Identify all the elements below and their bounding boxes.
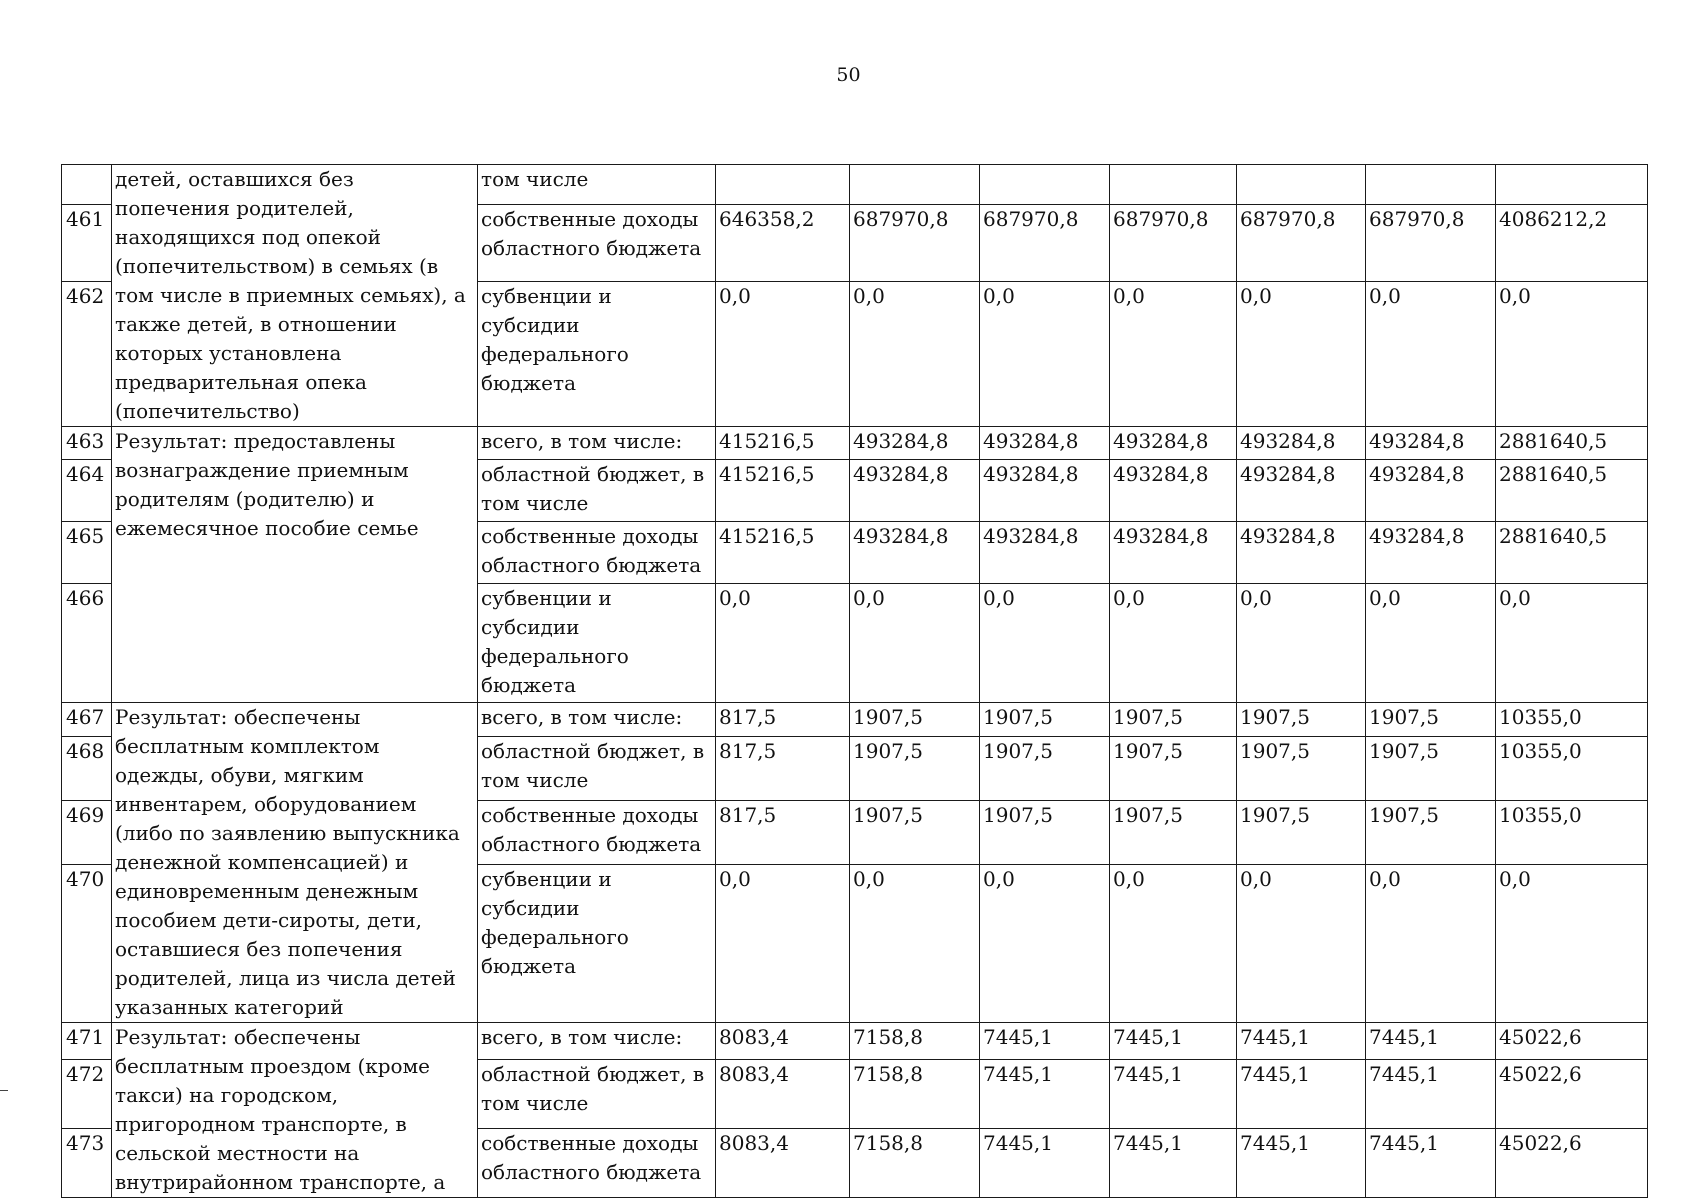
value-cell: 1907,5 — [850, 703, 980, 737]
value-cell: 1907,5 — [980, 703, 1110, 737]
value-cell: 7445,1 — [1110, 1059, 1237, 1128]
row-description: Результат: обеспечены бесплатным проездом (кроме такси) на городском, пригородном транспорте, в сельской местности на внутрирайонном транспорте, а — [112, 1023, 478, 1198]
value-cell: 493284,8 — [1366, 522, 1496, 584]
value-cell: 493284,8 — [980, 522, 1110, 584]
source-cell: субвенции и субсидии федерального бюджета — [478, 864, 716, 1022]
value-cell: 0,0 — [1237, 281, 1366, 426]
value-cell: 0,0 — [980, 864, 1110, 1022]
value-cell: 0,0 — [850, 864, 980, 1022]
value-cell: 1907,5 — [1237, 800, 1366, 864]
source-cell: собственные доходы областного бюджета — [478, 204, 716, 281]
value-cell: 7445,1 — [1110, 1023, 1237, 1060]
value-cell: 10355,0 — [1496, 736, 1648, 800]
value-cell — [1366, 165, 1496, 205]
value-cell: 45022,6 — [1496, 1023, 1648, 1060]
value-cell: 0,0 — [1496, 584, 1648, 703]
row-description: детей, оставшихся без попечения родителей, находящихся под опекой (попечительством) в семьях (в том числе в приемных семьях), а также детей, в отношении которых установлена предварительная опека (попечительство) — [112, 165, 478, 427]
source-cell: собственные доходы областного бюджета — [478, 522, 716, 584]
value-cell: 1907,5 — [1110, 703, 1237, 737]
value-cell: 493284,8 — [1366, 460, 1496, 522]
value-cell: 0,0 — [1366, 281, 1496, 426]
source-cell: всего, в том числе: — [478, 427, 716, 460]
value-cell: 1907,5 — [1366, 703, 1496, 737]
value-cell: 4086212,2 — [1496, 204, 1648, 281]
value-cell: 0,0 — [980, 281, 1110, 426]
value-cell: 0,0 — [1366, 584, 1496, 703]
value-cell: 1907,5 — [850, 736, 980, 800]
source-cell: собственные доходы областного бюджета — [478, 1128, 716, 1197]
value-cell: 687970,8 — [980, 204, 1110, 281]
value-cell: 8083,4 — [716, 1059, 850, 1128]
value-cell: 415216,5 — [716, 460, 850, 522]
value-cell: 646358,2 — [716, 204, 850, 281]
row-number: 463 — [62, 427, 112, 460]
value-cell: 0,0 — [850, 584, 980, 703]
value-cell: 0,0 — [1496, 281, 1648, 426]
row-number-cell — [62, 165, 112, 205]
value-cell: 7445,1 — [1366, 1128, 1496, 1197]
value-cell: 0,0 — [1110, 281, 1237, 426]
value-cell: 0,0 — [1237, 864, 1366, 1022]
row-description: Результат: предоставлены вознаграждение приемным родителям (родителю) и ежемесячное пособие семье — [112, 427, 478, 703]
row-description: Результат: обеспечены бесплатным комплектом одежды, обуви, мягким инвентарем, оборудованием (либо по заявлению выпускника денежной компенсацией) и единовременным денежным пособием дети-сироты, дети, оставшиеся без попечения родителей, лица из числа детей указанных категорий — [112, 703, 478, 1023]
value-cell: 0,0 — [850, 281, 980, 426]
value-cell: 493284,8 — [850, 522, 980, 584]
value-cell: 45022,6 — [1496, 1059, 1648, 1128]
value-cell: 687970,8 — [850, 204, 980, 281]
row-number: 469 — [62, 800, 112, 864]
value-cell: 0,0 — [1110, 864, 1237, 1022]
value-cell — [980, 165, 1110, 205]
value-cell: 493284,8 — [1237, 427, 1366, 460]
budget-table — [61, 164, 1648, 1198]
row-number: 467 — [62, 703, 112, 737]
table-row — [62, 703, 1648, 737]
margin-mark — [0, 1090, 8, 1091]
row-number: 471 — [62, 1023, 112, 1060]
source-cell: субвенции и субсидии федерального бюджета — [478, 281, 716, 426]
source-cell: том числе — [478, 165, 716, 205]
source-cell: собственные доходы областного бюджета — [478, 800, 716, 864]
source-cell: субвенции и субсидии федерального бюджета — [478, 584, 716, 703]
value-cell: 7445,1 — [1366, 1059, 1496, 1128]
value-cell: 7158,8 — [850, 1023, 980, 1060]
value-cell: 0,0 — [716, 864, 850, 1022]
row-number: 468 — [62, 736, 112, 800]
value-cell: 1907,5 — [1110, 800, 1237, 864]
source-cell: областной бюджет, в том числе — [478, 736, 716, 800]
value-cell: 0,0 — [1496, 864, 1648, 1022]
value-cell: 7445,1 — [1366, 1023, 1496, 1060]
value-cell: 2881640,5 — [1496, 522, 1648, 584]
value-cell: 1907,5 — [850, 800, 980, 864]
value-cell: 493284,8 — [1237, 460, 1366, 522]
value-cell: 2881640,5 — [1496, 427, 1648, 460]
value-cell: 7445,1 — [1237, 1023, 1366, 1060]
value-cell: 493284,8 — [1110, 522, 1237, 584]
value-cell — [716, 165, 850, 205]
value-cell: 7158,8 — [850, 1128, 980, 1197]
value-cell: 10355,0 — [1496, 800, 1648, 864]
page-number: 50 — [836, 64, 861, 86]
value-cell: 817,5 — [716, 736, 850, 800]
value-cell: 7445,1 — [980, 1023, 1110, 1060]
source-cell: всего, в том числе: — [478, 1023, 716, 1060]
value-cell: 2881640,5 — [1496, 460, 1648, 522]
value-cell: 1907,5 — [1366, 800, 1496, 864]
value-cell: 817,5 — [716, 800, 850, 864]
value-cell: 415216,5 — [716, 522, 850, 584]
value-cell: 687970,8 — [1366, 204, 1496, 281]
value-cell — [1496, 165, 1648, 205]
value-cell: 1907,5 — [1110, 736, 1237, 800]
value-cell: 45022,6 — [1496, 1128, 1648, 1197]
value-cell: 493284,8 — [1237, 522, 1366, 584]
value-cell — [850, 165, 980, 205]
value-cell: 0,0 — [1366, 864, 1496, 1022]
value-cell: 0,0 — [716, 584, 850, 703]
value-cell: 8083,4 — [716, 1128, 850, 1197]
row-number: 462 — [62, 281, 112, 426]
value-cell: 687970,8 — [1237, 204, 1366, 281]
value-cell: 493284,8 — [1110, 460, 1237, 522]
source-cell: всего, в том числе: — [478, 703, 716, 737]
value-cell: 493284,8 — [1366, 427, 1496, 460]
row-number: 473 — [62, 1128, 112, 1197]
value-cell — [1237, 165, 1366, 205]
value-cell: 0,0 — [716, 281, 850, 426]
row-number: 472 — [62, 1059, 112, 1128]
value-cell: 1907,5 — [1237, 736, 1366, 800]
value-cell: 0,0 — [1237, 584, 1366, 703]
value-cell: 493284,8 — [1110, 427, 1237, 460]
value-cell: 0,0 — [980, 584, 1110, 703]
value-cell: 1907,5 — [980, 736, 1110, 800]
value-cell: 493284,8 — [980, 460, 1110, 522]
value-cell: 7158,8 — [850, 1059, 980, 1128]
value-cell: 493284,8 — [980, 427, 1110, 460]
value-cell: 0,0 — [1110, 584, 1237, 703]
table-row — [62, 165, 1648, 205]
row-number: 465 — [62, 522, 112, 584]
source-cell: областной бюджет, в том числе — [478, 460, 716, 522]
value-cell: 493284,8 — [850, 460, 980, 522]
value-cell — [1110, 165, 1237, 205]
value-cell: 493284,8 — [850, 427, 980, 460]
table-row — [62, 1023, 1648, 1060]
value-cell: 1907,5 — [980, 800, 1110, 864]
value-cell: 1907,5 — [1366, 736, 1496, 800]
value-cell: 687970,8 — [1110, 204, 1237, 281]
value-cell: 7445,1 — [1237, 1059, 1366, 1128]
value-cell: 817,5 — [716, 703, 850, 737]
value-cell: 10355,0 — [1496, 703, 1648, 737]
source-cell: областной бюджет, в том числе — [478, 1059, 716, 1128]
value-cell: 7445,1 — [980, 1128, 1110, 1197]
row-number: 461 — [62, 204, 112, 281]
value-cell: 7445,1 — [980, 1059, 1110, 1128]
value-cell: 7445,1 — [1237, 1128, 1366, 1197]
row-number: 466 — [62, 584, 112, 703]
value-cell: 7445,1 — [1110, 1128, 1237, 1197]
row-number: 470 — [62, 864, 112, 1022]
row-number: 464 — [62, 460, 112, 522]
value-cell: 8083,4 — [716, 1023, 850, 1060]
value-cell: 415216,5 — [716, 427, 850, 460]
table-row — [62, 427, 1648, 460]
value-cell: 1907,5 — [1237, 703, 1366, 737]
